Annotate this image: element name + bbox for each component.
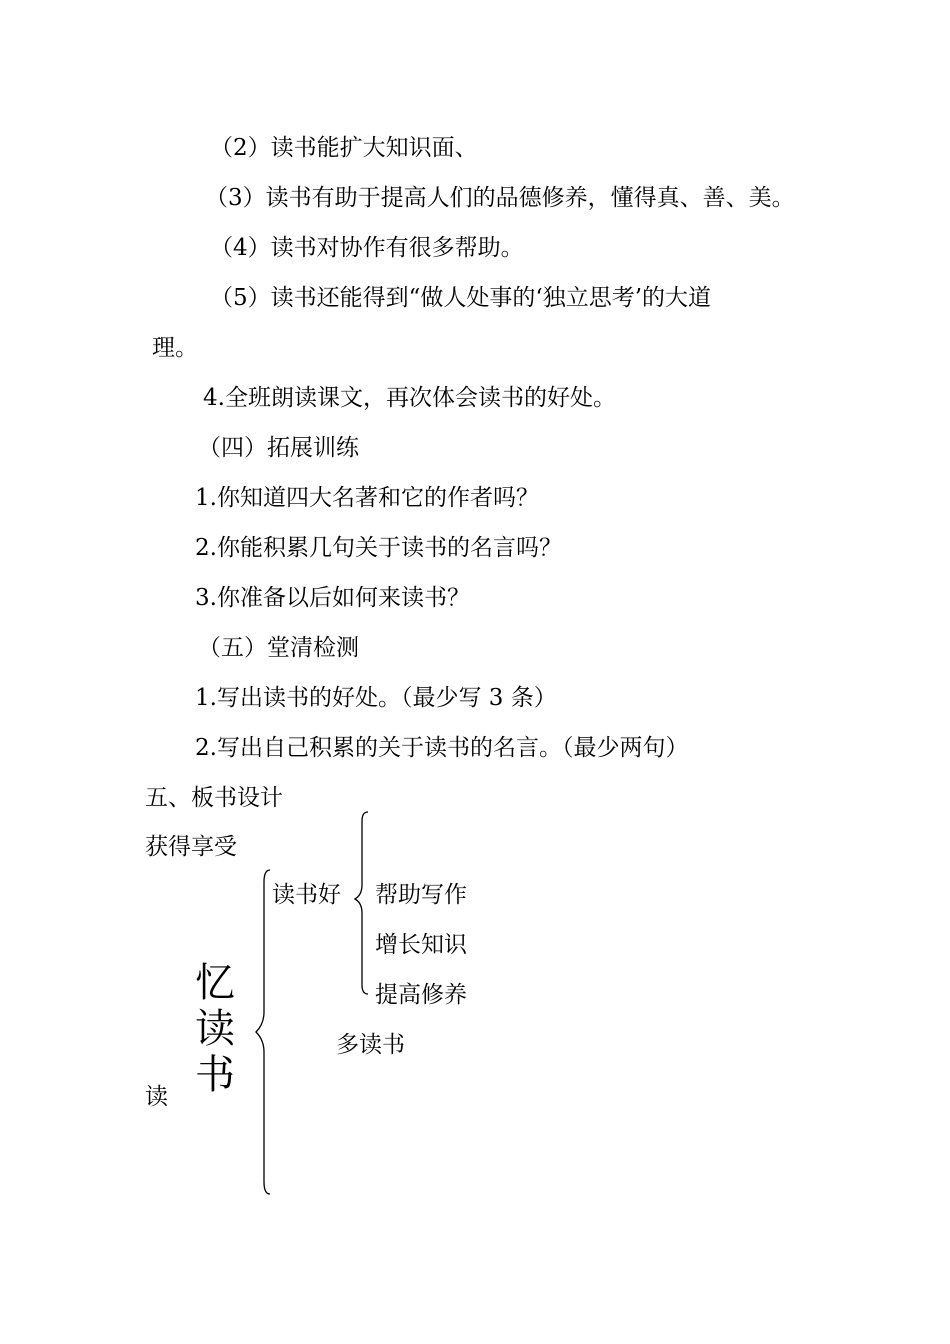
board-title-vertical (190, 960, 240, 1098)
section-heading-check: （五）堂清检测 (198, 635, 359, 661)
section-heading-extension: （四）拓展训练 (198, 435, 359, 461)
text-line-3: （4）读书对协作有很多帮助。 (210, 235, 524, 261)
section-heading-board-design: 五、板书设计 (145, 785, 283, 811)
board-sub-item-2: 增长知识 (375, 932, 467, 958)
stray-partial-char: 读 (145, 1084, 168, 1110)
board-title-char-2: 读 (195, 1006, 235, 1052)
text-line-1: （2）读书能扩大知识面、 (210, 135, 478, 161)
text-line-4: （5）读书还能得到“做人处事的‘独立思考’的大道 (210, 285, 712, 311)
board-branch-label: 读书好 (272, 882, 341, 908)
text-line-5: 理。 (152, 335, 198, 361)
board-bottom-item: 多读书 (336, 1032, 405, 1058)
question-2: 2.你能积累几句关于读书的名言吗？ (195, 535, 562, 561)
check-item-1: 1.写出读书的好处。（最少写 3 条） (195, 685, 557, 711)
sub-left-brace (350, 805, 375, 1005)
main-left-brace (250, 860, 280, 1200)
board-title-char-3: 书 (195, 1052, 235, 1098)
board-top-left-text: 获得享受 (145, 834, 237, 860)
board-sub-item-3: 提高修养 (375, 982, 467, 1008)
text-line-2: （3）读书有助于提高人们的品德修养，懂得真、善、美。 (205, 185, 795, 211)
board-title-char-1: 忆 (195, 960, 235, 1006)
question-1: 1.你知道四大名著和它的作者吗？ (195, 485, 539, 511)
check-item-2: 2.写出自己积累的关于读书的名言。（最少两句） (195, 735, 689, 761)
text-line-6: 4.全班朗读课文，再次体会读书的好处。 (203, 385, 616, 411)
question-3: 3.你准备以后如何来读书？ (195, 585, 470, 611)
board-sub-item-1: 帮助写作 (375, 882, 467, 908)
